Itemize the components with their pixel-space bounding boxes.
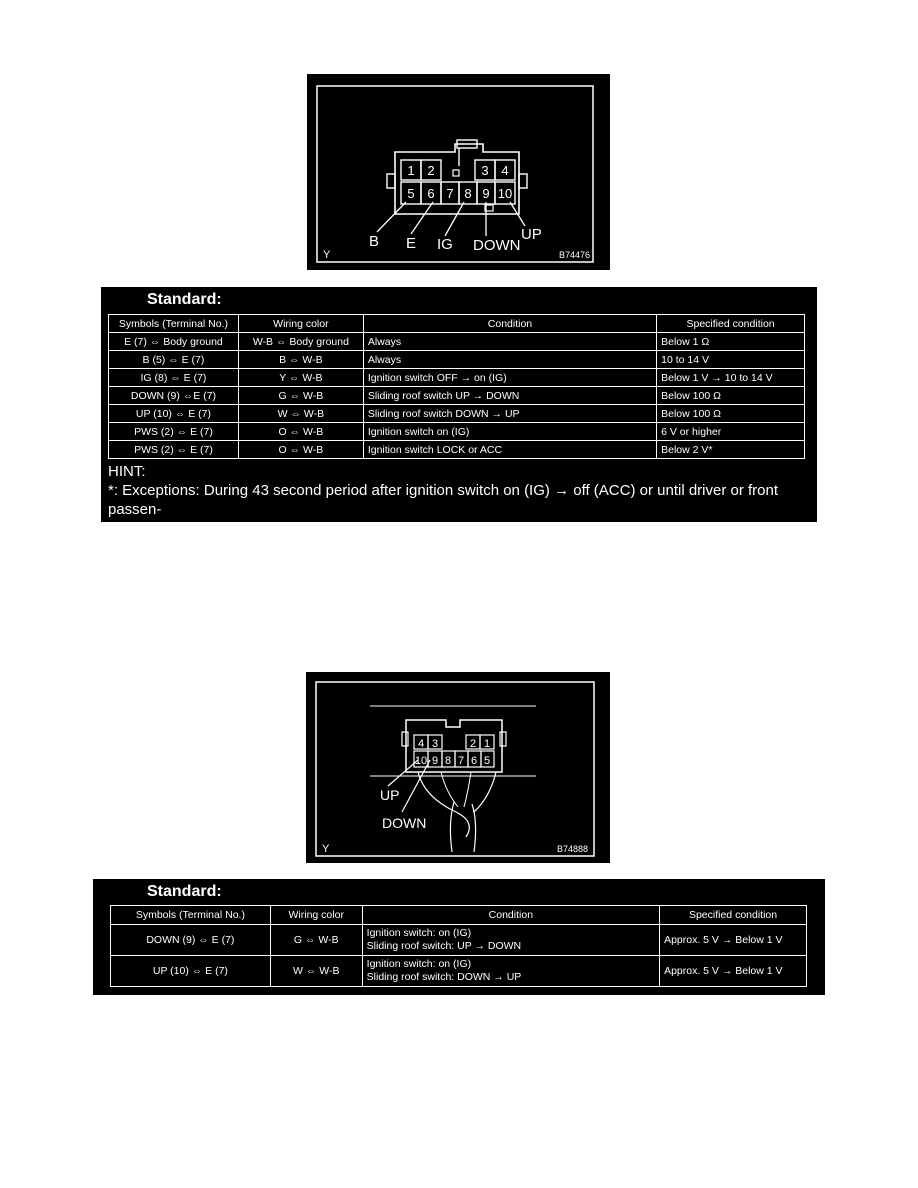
- table-cell: E (7) ⇔ Body ground: [109, 333, 239, 351]
- hint-text-line: ger door in opened after ignition switch on (IG) → off (ACC).: [108, 520, 507, 537]
- table-cell: PWS (2) ⇔ E (7): [109, 441, 239, 459]
- pin-label: 4: [501, 163, 509, 178]
- condition-line: Ignition switch: on (IG): [366, 927, 472, 939]
- table-cell: Below 100 Ω: [657, 405, 805, 423]
- condition-line: Sliding roof switch: DOWN → UP: [366, 971, 522, 983]
- table-cell: 6 V or higher: [657, 423, 805, 441]
- figure-code: B74888: [556, 844, 588, 854]
- pin-label: 3: [481, 163, 489, 178]
- pin-label: 2: [469, 738, 477, 750]
- callout-label-down: DOWN: [382, 815, 427, 831]
- table-cell: B ⇔ W-B: [238, 351, 363, 369]
- table-row: [109, 351, 805, 369]
- pin-label: 2: [427, 163, 435, 178]
- header-cell: Symbols (Terminal No.): [111, 906, 271, 925]
- table-cell: Approx. 5 V → Below 1 V: [660, 925, 807, 956]
- table-cell: G ⇔ W-B: [238, 387, 363, 405]
- pin-label: 3: [431, 738, 439, 750]
- table-cell: W ⇔ W-B: [238, 405, 363, 423]
- hint-text-line: *: Exceptions: During 43 second period after ignition switch on (IG) → off (ACC) or until driver or front passen-: [108, 482, 779, 518]
- header-cell: Symbols (Terminal No.): [109, 315, 239, 333]
- table-cell: G ⇔ W-B: [270, 925, 362, 956]
- table-row: [111, 925, 807, 956]
- table-cell: Always: [363, 333, 656, 351]
- table-cell: UP (10) ⇔ E (7): [111, 956, 271, 987]
- table-cell: O ⇔ W-B: [238, 423, 363, 441]
- connector-figure-1: [307, 74, 610, 270]
- header-cell: Wiring color: [238, 315, 363, 333]
- table-cell: Below 100 Ω: [657, 387, 805, 405]
- table-cell: PWS (2) ⇔ E (7): [109, 423, 239, 441]
- connector-figure-2: [306, 672, 610, 863]
- spec-table-1: [108, 314, 805, 459]
- table-row: [109, 405, 805, 423]
- table-cell: Ignition switch on (IG): [363, 423, 656, 441]
- table-row: [109, 387, 805, 405]
- table-cell: Sliding roof switch DOWN → UP: [363, 405, 656, 423]
- pin-label: 6: [427, 186, 435, 201]
- table-cell: IG (8) ⇔ E (7): [109, 369, 239, 387]
- pin-label: 8: [444, 755, 452, 767]
- callout-label-ig: IG: [437, 236, 453, 253]
- table-cell: W-B ⇔ Body ground: [238, 333, 363, 351]
- pin-label: 9: [482, 186, 490, 201]
- standard-panel-2: [93, 879, 825, 995]
- table-cell: UP (10) ⇔ E (7): [109, 405, 239, 423]
- pin-label: 10: [497, 186, 513, 201]
- header-cell: Specified condition: [660, 906, 807, 925]
- figure-code: B74476: [558, 250, 590, 260]
- table-cell: 10 to 14 V: [657, 351, 805, 369]
- table-cell: Y ⇔ W-B: [238, 369, 363, 387]
- pin-label: 1: [483, 738, 491, 750]
- callout-label-up: UP: [380, 787, 400, 803]
- corner-letter: Y: [323, 249, 331, 261]
- header-cell: Condition: [362, 906, 659, 925]
- table-cell: DOWN (9) ⇔ E (7): [111, 925, 271, 956]
- table-cell: DOWN (9) ⇔E (7): [109, 387, 239, 405]
- pin-label: 9: [431, 755, 439, 767]
- callout-label-down: DOWN: [473, 237, 521, 254]
- callout-label-b: B: [369, 233, 380, 250]
- pin-label: 8: [464, 186, 472, 201]
- table-cell: Sliding roof switch UP → DOWN: [363, 387, 656, 405]
- table-row: [111, 956, 807, 987]
- pin-label: 6: [470, 755, 478, 767]
- callout-label-up: UP: [521, 226, 542, 243]
- condition-line: Sliding roof switch: UP → DOWN: [366, 940, 522, 952]
- table-cell: [362, 956, 659, 987]
- pin-label: 10: [414, 755, 428, 767]
- table-row: [109, 441, 805, 459]
- callout-label-e: E: [406, 235, 417, 252]
- table-cell: B (5) ⇔ E (7): [109, 351, 239, 369]
- standard-title: Standard:: [147, 883, 222, 900]
- header-cell: Wiring color: [270, 906, 362, 925]
- table-cell: Ignition switch LOCK or ACC: [363, 441, 656, 459]
- table-header-row: [111, 906, 807, 925]
- pin-label: 1: [407, 163, 415, 178]
- pin-label: 7: [457, 755, 465, 767]
- pin-label: 5: [407, 186, 415, 201]
- hint-label: HINT:: [108, 463, 146, 480]
- table-header-row: [109, 315, 805, 333]
- condition-line: Ignition switch: on (IG): [366, 958, 472, 970]
- table-cell: Approx. 5 V → Below 1 V: [660, 956, 807, 987]
- header-cell: Condition: [363, 315, 656, 333]
- table-cell: O ⇔ W-B: [238, 441, 363, 459]
- table-cell: W ⇔ W-B: [270, 956, 362, 987]
- spec-table-2: [110, 905, 807, 987]
- table-row: [109, 333, 805, 351]
- table-cell: Ignition switch OFF → on (IG): [363, 369, 656, 387]
- table-cell: Below 1 V → 10 to 14 V: [657, 369, 805, 387]
- pin-label: 7: [446, 186, 454, 201]
- table-cell: Below 1 Ω: [657, 333, 805, 351]
- pin-label: 4: [417, 738, 425, 750]
- table-cell: [362, 925, 659, 956]
- standard-title: Standard:: [147, 291, 222, 308]
- connector-diagram-2: [306, 672, 610, 863]
- standard-panel-1: [101, 287, 817, 537]
- corner-letter: Y: [322, 843, 330, 855]
- table-row: [109, 369, 805, 387]
- header-cell: Specified condition: [657, 315, 805, 333]
- table-row: [109, 423, 805, 441]
- table-cell: Always: [363, 351, 656, 369]
- hint-block: [108, 462, 817, 538]
- pin-label: 5: [483, 755, 491, 767]
- table-cell: Below 2 V*: [657, 441, 805, 459]
- connector-diagram-1: [307, 74, 610, 270]
